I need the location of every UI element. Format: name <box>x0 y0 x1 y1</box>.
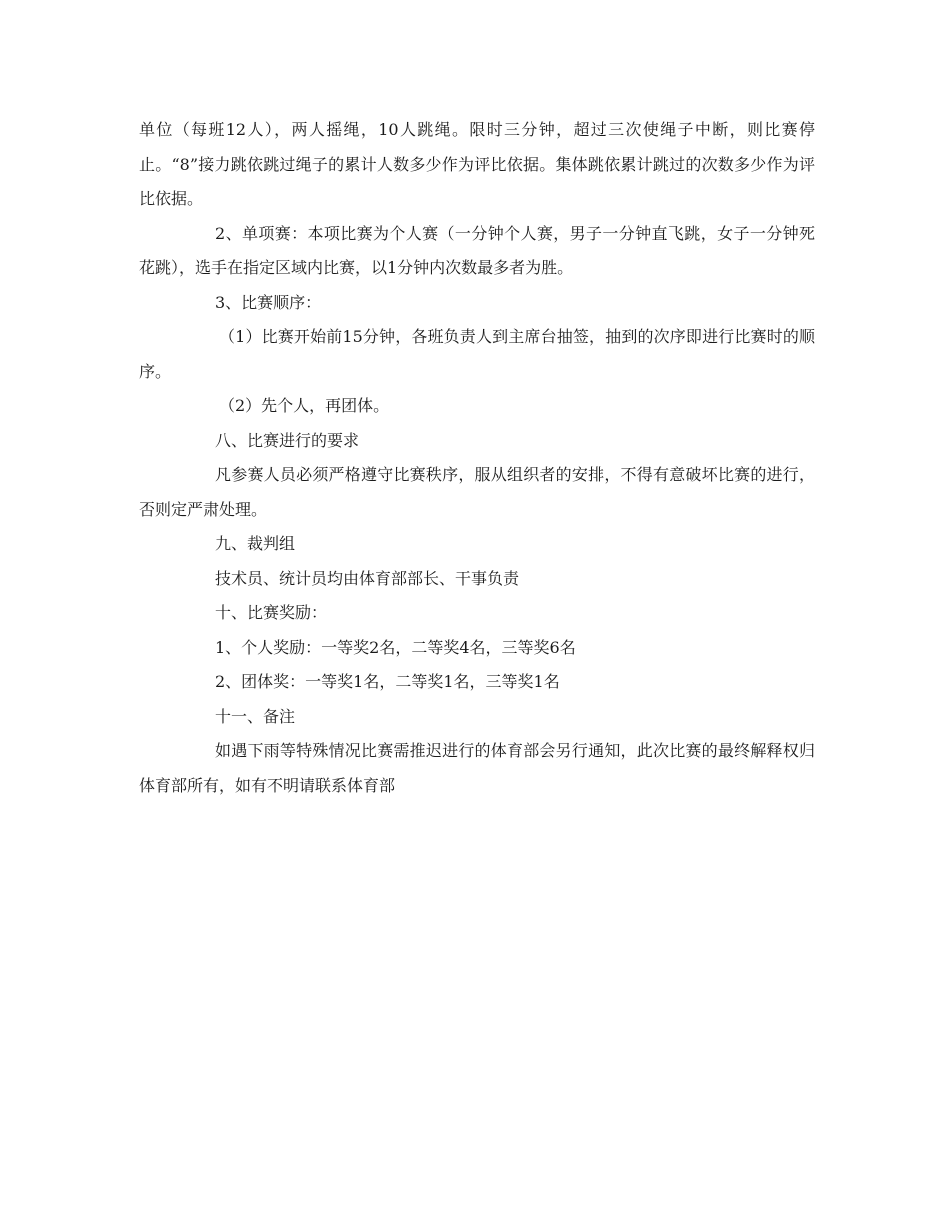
section-heading-referees: 九、裁判组 <box>215 534 296 553</box>
section-heading-notes: 十一、备注 <box>215 706 296 726</box>
paragraph-draw-order: （1）比赛开始前15分钟，各班负责人到主席台抽签，抽到的次序即进行比赛时的顺序。 <box>139 327 815 381</box>
paragraph-individual-event: 2、单项赛：本项比赛为个人赛（一分钟个人赛，男子一分钟直飞跳，女子一分钟死花跳），选手在指定区域内比赛，以1分钟内次数最多者为胜。 <box>139 223 815 277</box>
paragraph-referees: 技术员、统计员均由体育部部长、干事负责 <box>215 568 520 588</box>
section-heading-requirements: 八、比赛进行的要求 <box>215 430 360 450</box>
section-heading-awards: 十、比赛奖励： <box>215 603 328 622</box>
document-body <box>139 113 815 803</box>
paragraph-notes: 如遇下雨等特殊情况比赛需推迟进行的体育部会另行通知，此次比赛的最终解释权归体育部所有，如有不明请联系体育部 <box>139 741 815 795</box>
paragraph-individual-first: （2）先个人，再团体。 <box>219 396 390 415</box>
paragraph-requirements: 凡参赛人员必须严格遵守比赛秩序，服从组织者的安排，不得有意破坏比赛的进行，否则定严肃处理。 <box>139 465 815 519</box>
paragraph-order-heading: 3、比赛顺序： <box>215 292 322 312</box>
paragraph-individual-awards: 1、个人奖励：一等奖2名，二等奖4名，三等奖6名 <box>215 637 576 657</box>
paragraph-team-rules: 单位（每班12人），两人摇绳，10人跳绳。限时三分钟，超过三次使绳子中断，则比赛停止。“8”接力跳依跳过绳子的累计人数多少作为评比依据。集体跳依累计跳过的次数多少作为评比依据。 <box>139 120 815 208</box>
paragraph-team-awards: 2、团体奖：一等奖1名，二等奖1名，三等奖1名 <box>215 672 560 691</box>
